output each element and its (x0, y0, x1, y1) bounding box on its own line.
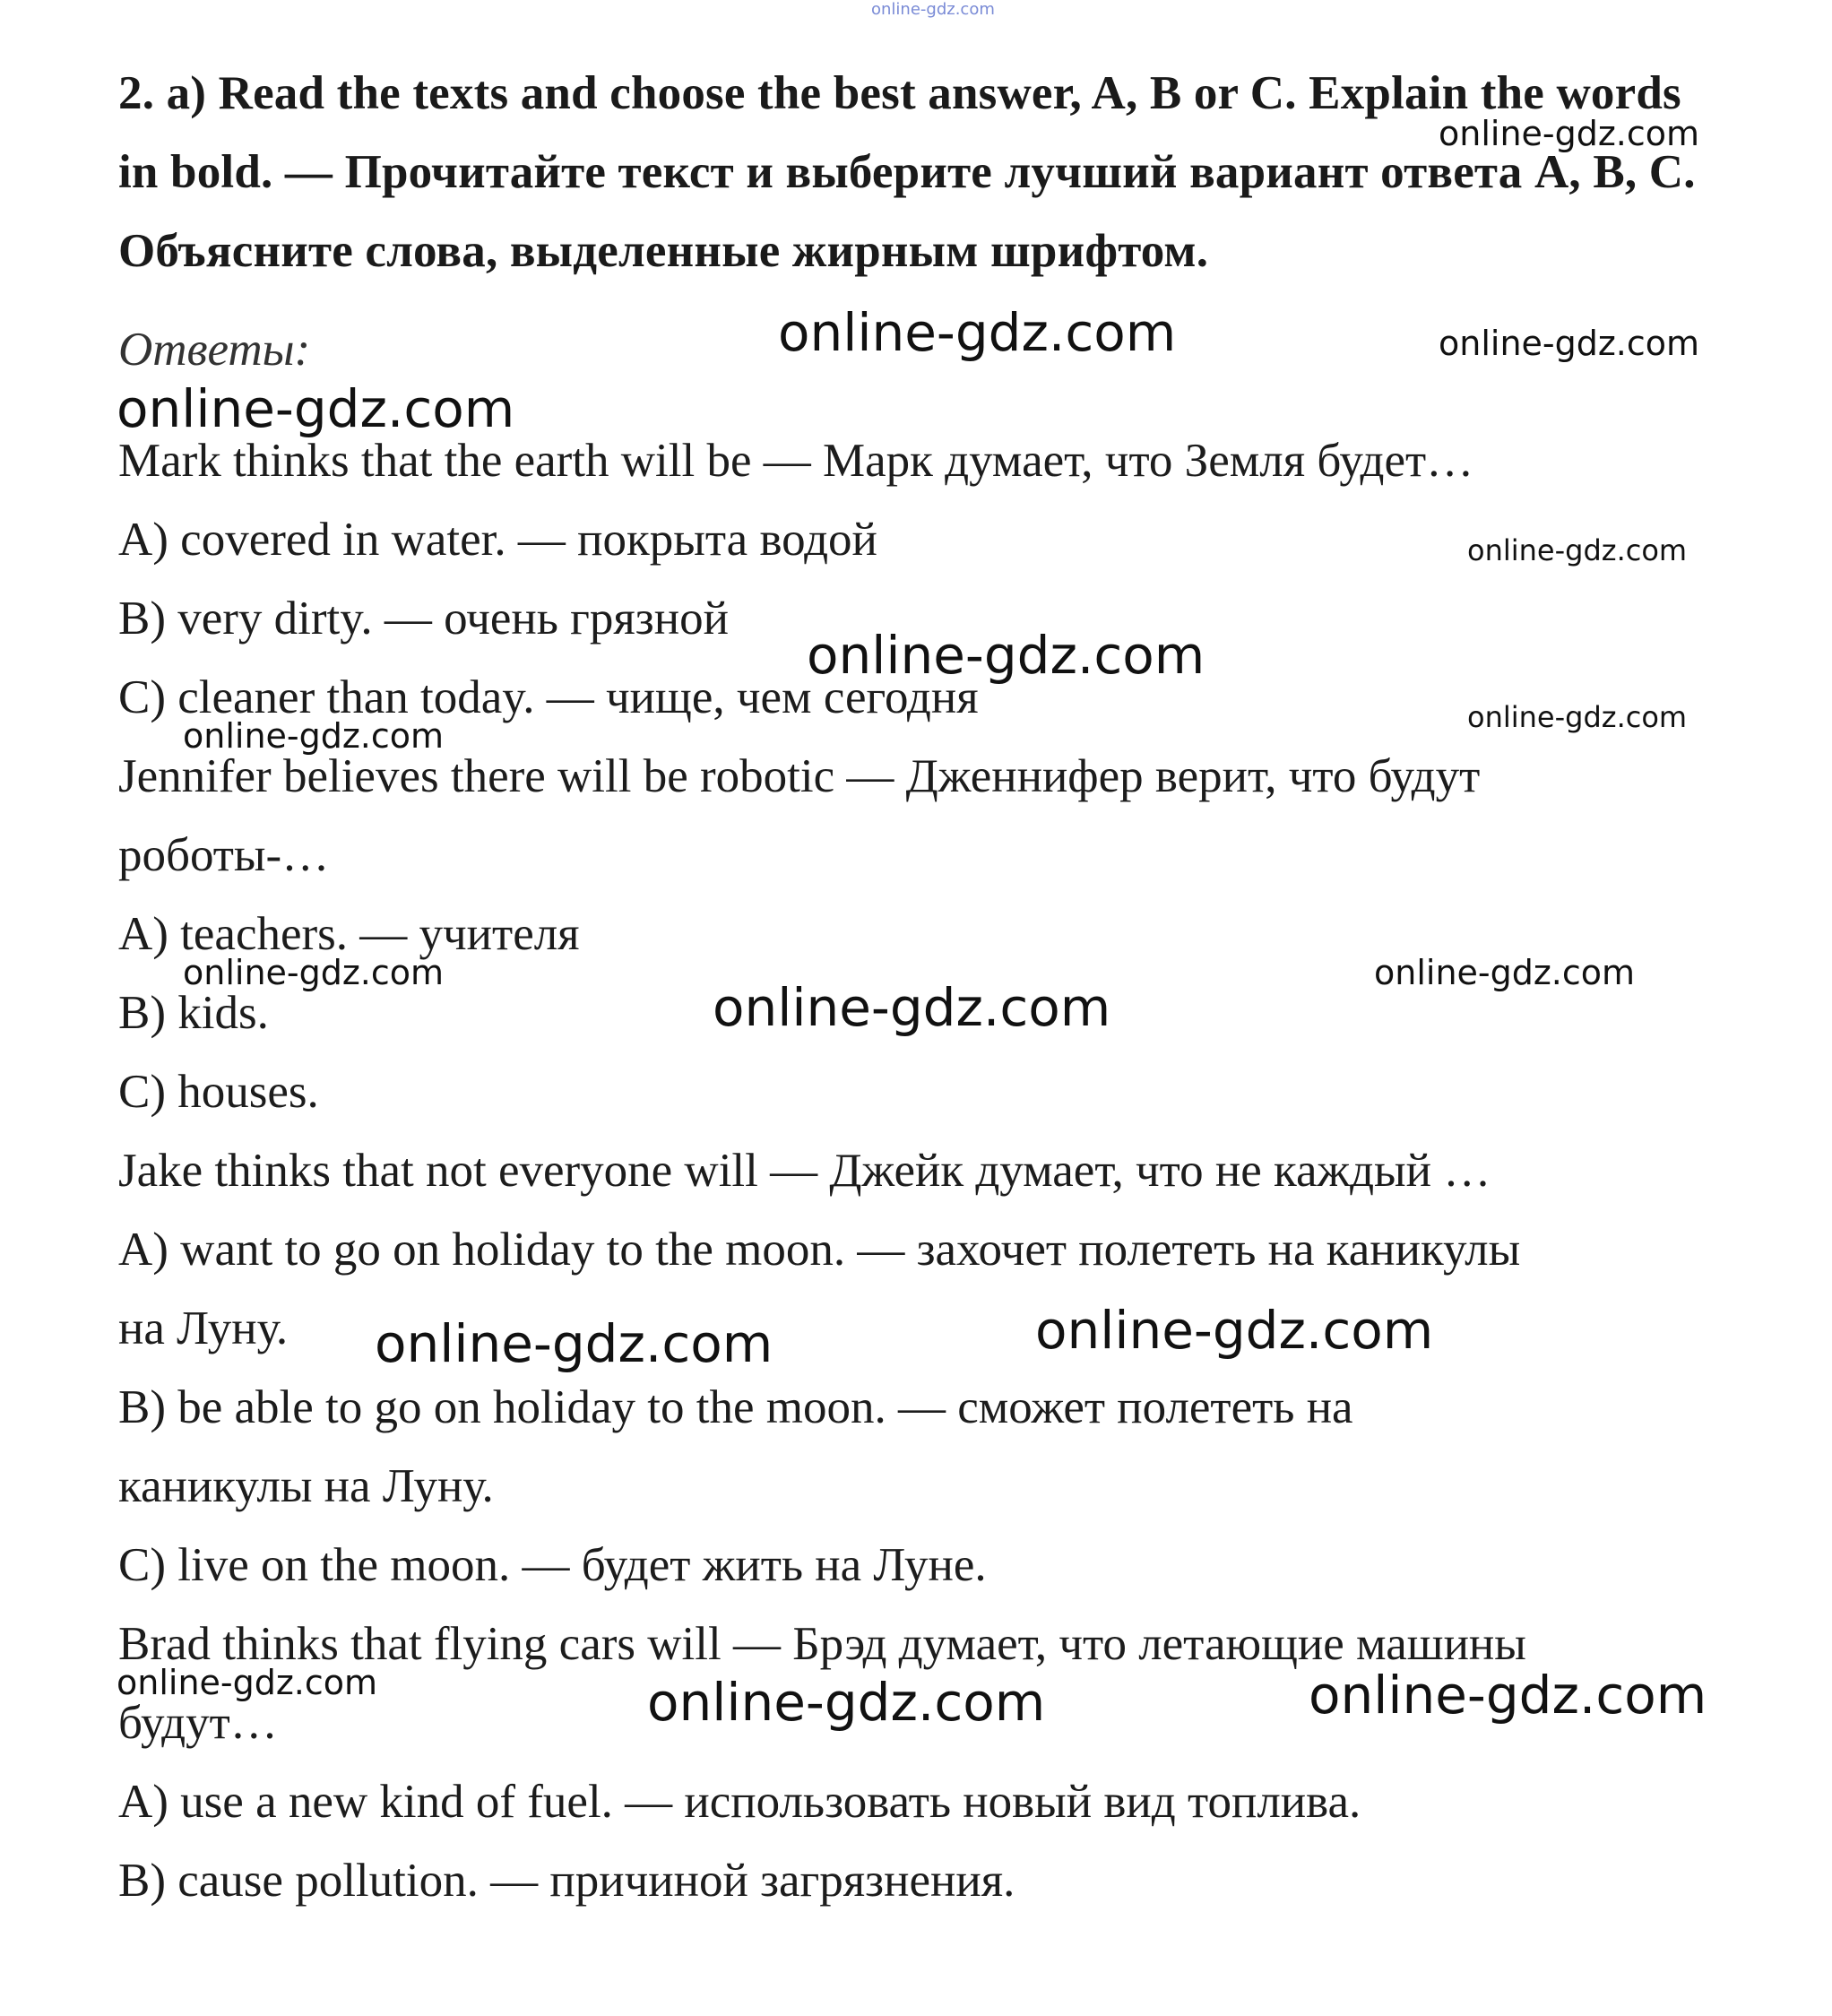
watermark: online-gdz.com (375, 1313, 773, 1374)
watermark: online-gdz.com (1439, 324, 1700, 363)
watermark: online-gdz.com (183, 953, 445, 992)
option-a-want-holiday: A) want to go on holiday to the moon. — захочет полететь на каникулы (118, 1224, 1521, 1276)
watermark: online-gdz.com (1035, 1300, 1434, 1361)
watermark: online-gdz.com (1467, 700, 1688, 734)
watermark: online-gdz.com (778, 302, 1177, 363)
answers-label: Ответы: (118, 324, 311, 376)
question-mark: Mark thinks that the earth will be — Марк думает, что Земля будет… (118, 435, 1474, 487)
watermark: online-gdz.com (1439, 114, 1700, 153)
option-a-teachers: A) teachers. — учителя (118, 908, 580, 960)
question-jennifer-cont: роботы-… (118, 829, 330, 881)
option-b-pollution: B) cause pollution. — причиной загрязнения. (118, 1855, 1015, 1907)
option-b-kids: B) kids. (118, 987, 269, 1039)
option-b-dirty: B) very dirty. — очень грязной (118, 593, 729, 645)
watermark: online-gdz.com (183, 716, 445, 756)
watermark-top: online-gdz.com (871, 0, 995, 19)
option-c-houses: C) houses. (118, 1066, 319, 1118)
watermark: online-gdz.com (713, 977, 1111, 1038)
watermark: online-gdz.com (1309, 1665, 1707, 1726)
option-c-cleaner: C) cleaner than today. — чище, чем сегодня (118, 671, 979, 723)
watermark: online-gdz.com (117, 1663, 378, 1702)
option-b-able-holiday: B) be able to go on holiday to the moon. — сможет полететь на (118, 1381, 1353, 1433)
watermark: online-gdz.com (1467, 533, 1688, 567)
option-a-water: A) covered in water. — покрыта водой (118, 514, 877, 566)
question-jake: Jake thinks that not everyone will — Джейк думает, что не каждый … (118, 1145, 1491, 1197)
question-brad: Brad thinks that flying cars will — Брэд думает, что летающие машины (118, 1618, 1526, 1670)
option-a-fuel: A) use a new kind of fuel. — использовать новый вид топлива. (118, 1776, 1361, 1828)
option-c-live-moon: C) live on the moon. — будет жить на Луне. (118, 1539, 987, 1591)
option-b-cont: каникулы на Луну. (118, 1460, 494, 1512)
watermark: online-gdz.com (1374, 953, 1636, 992)
option-a-cont: на Луну. (118, 1302, 289, 1354)
task-heading: 2. a) Read the texts and choose the best answer, A, B or C. Explain the words in bold. — Прочитайте текст и выберите лучший вариант ответа A, B, C. Объясните слова, выделенные жирным шрифтом. (118, 67, 1696, 277)
question-brad-cont: будут… (118, 1697, 278, 1749)
watermark: online-gdz.com (117, 378, 515, 439)
question-jennifer: Jennifer believes there will be robotic — Дженнифер верит, что будут (118, 750, 1481, 802)
watermark: online-gdz.com (807, 625, 1205, 686)
watermark: online-gdz.com (647, 1672, 1046, 1733)
